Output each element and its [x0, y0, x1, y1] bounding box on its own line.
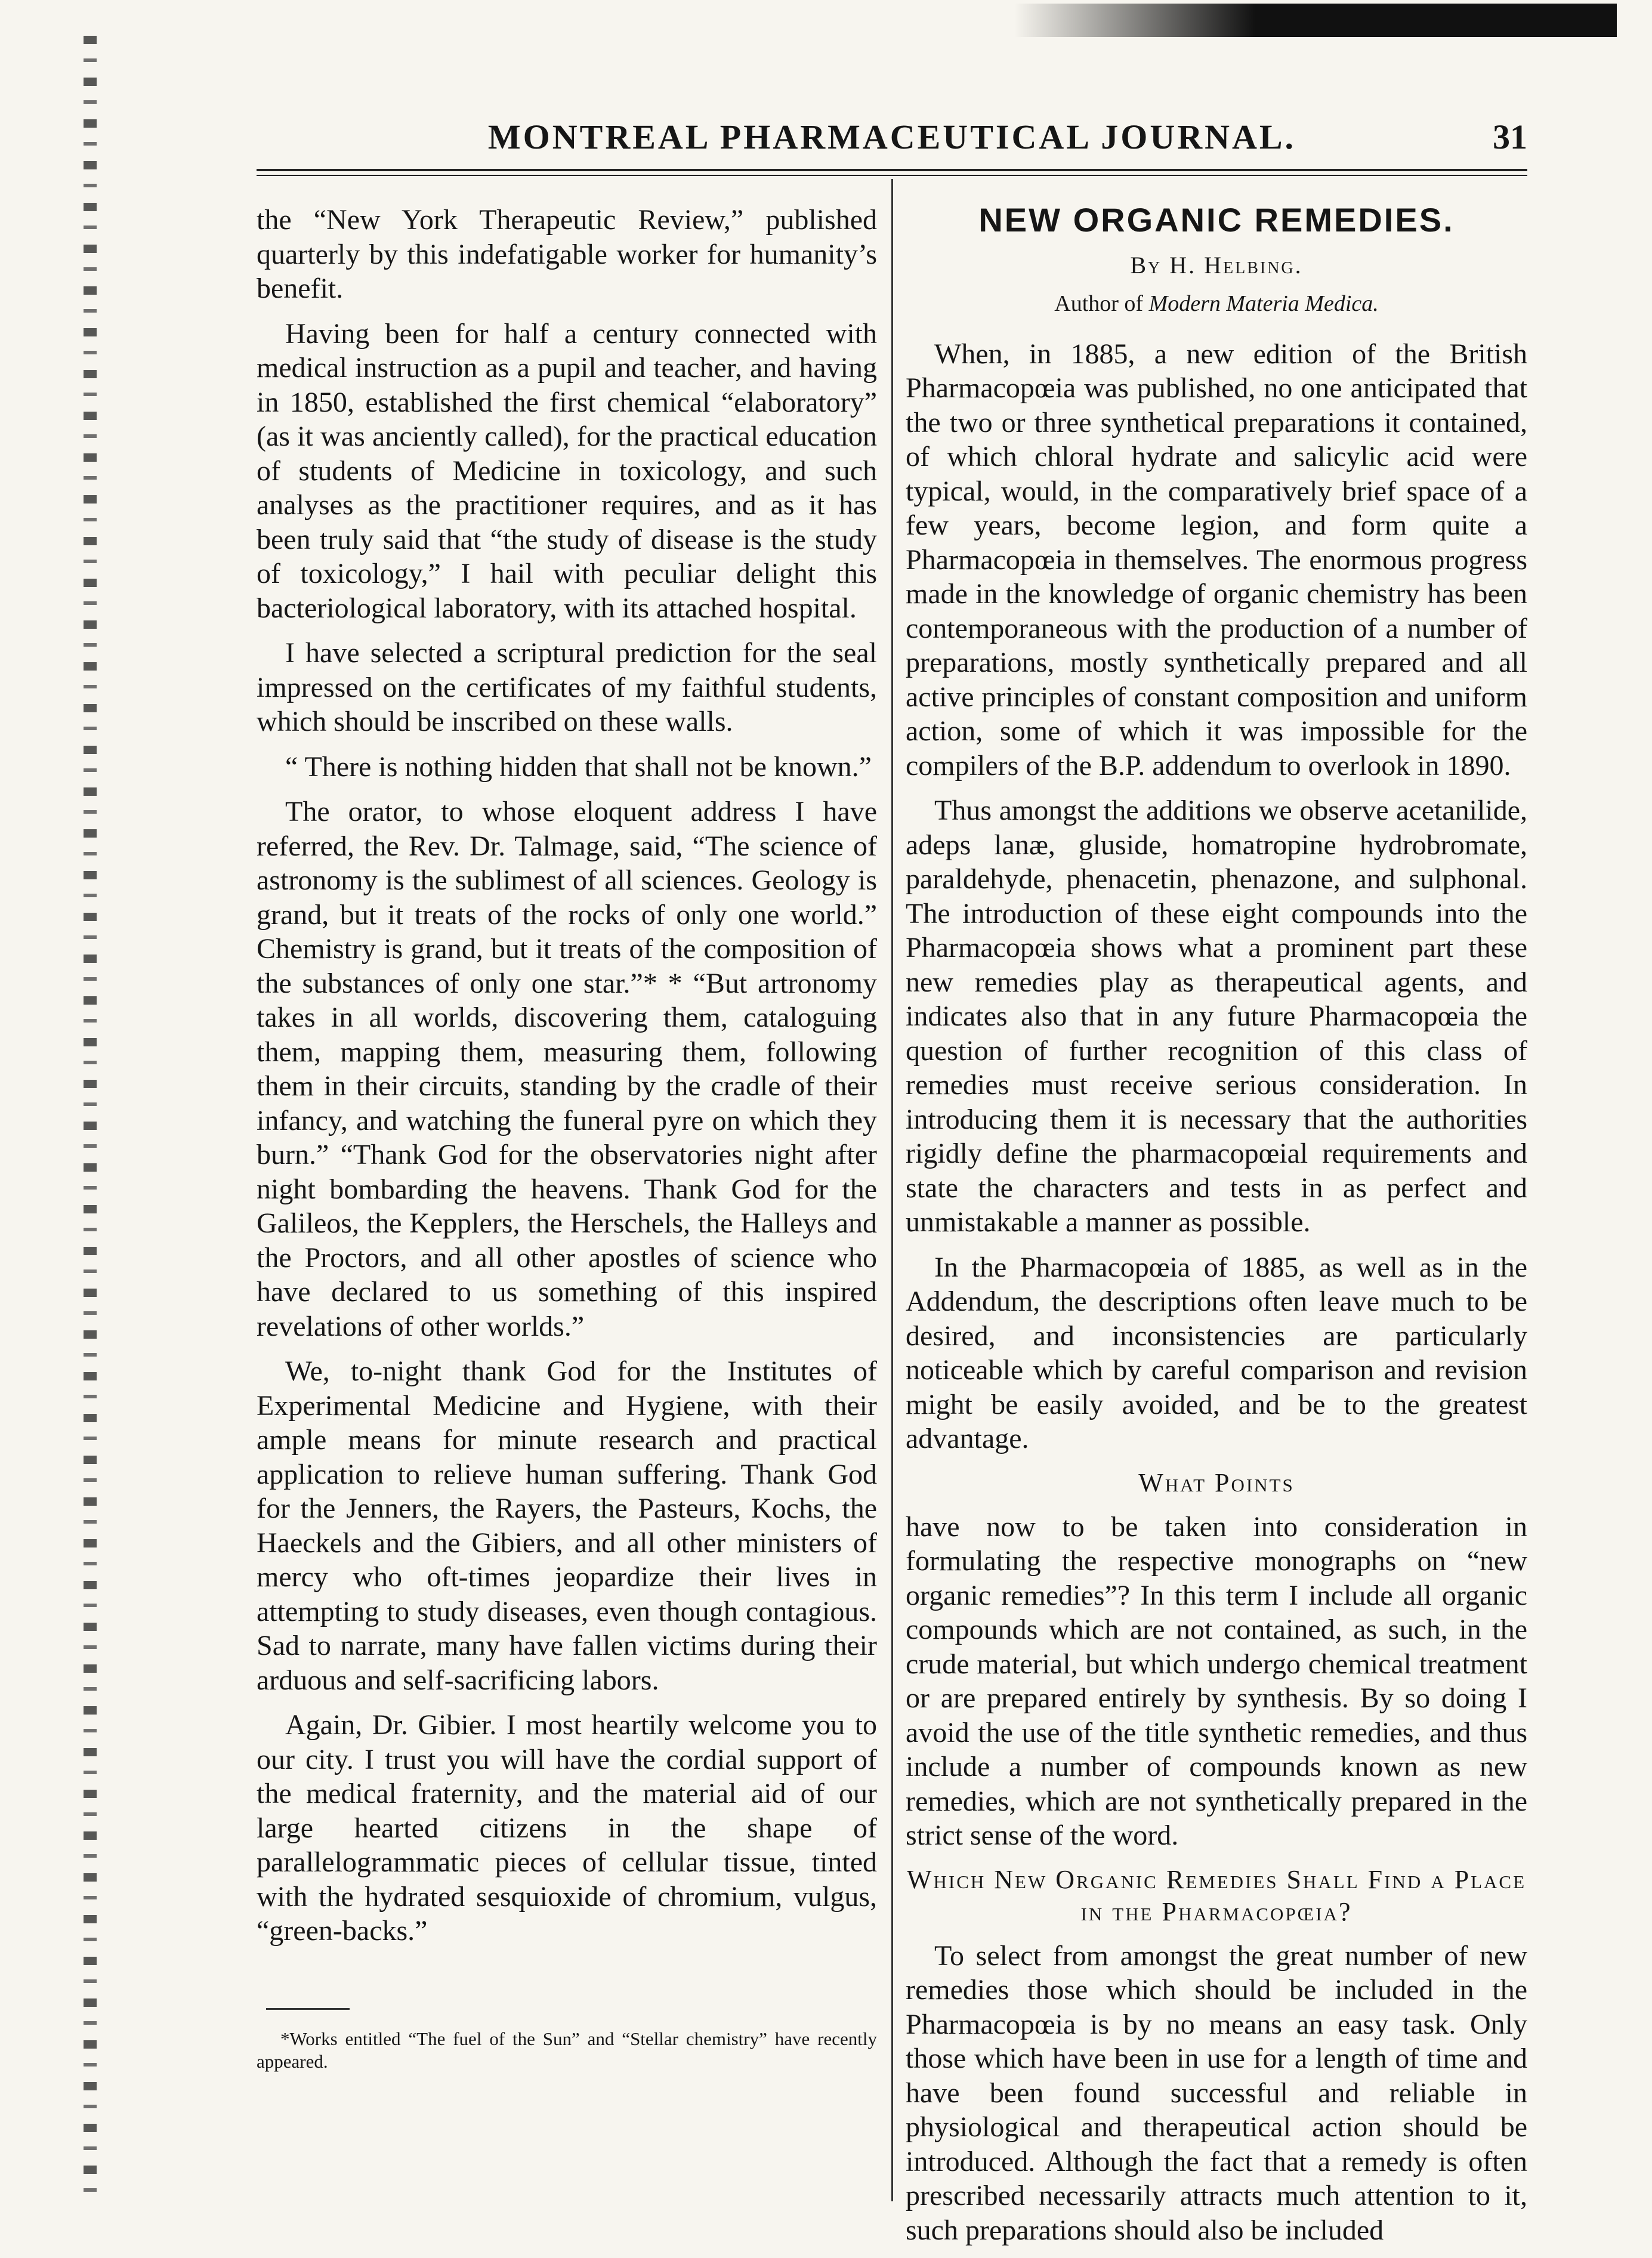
paragraph: “ There is nothing hidden that shall not be known.”	[285, 750, 872, 783]
paragraph: I have selected a scriptural prediction for the seal impressed on the certificates of my faithful students, which should be inscribed on these walls.	[257, 637, 877, 737]
affiliation-prefix: Author of	[1054, 291, 1144, 316]
page-number: 31	[1493, 118, 1527, 156]
column-divider	[891, 179, 893, 2201]
page-header	[257, 117, 1527, 165]
paragraph: Again, Dr. Gibier. I most heartily welcome you to our city. I trust you will have the cordial support of the medical fraternity, and the material aid of our large hearted citizens in the shape of parallelogrammatic pieces of cellular tissue, tinted with the hydrated sesquioxide of chromium, vulgus, “green-backs.”	[257, 1709, 877, 1947]
section-heading: What Points	[1138, 1468, 1295, 1497]
footnote-rule	[266, 2008, 350, 2010]
footnote: *Works entitled “The fuel of the Sun” and “Stellar chemistry” have recently appeared.	[257, 2028, 877, 2072]
paragraph: have now to be taken into consideration in formulating the respective monographs on “new organic remedies”? In this term I include all organic compounds which are not contained, as such, in the crude material, but which undergo chemical treatment or are prepared entirely by synthesis. By so doing I avoid the use of the title synthetic remedies, and thus include a number of compounds known as new remedies, which are not synthetically prepared in the strict sense of the word.	[906, 1511, 1527, 1851]
article-title: NEW ORGANIC REMEDIES.	[978, 201, 1455, 239]
header-rule	[257, 169, 1527, 171]
scan-edge-artifact	[1014, 4, 1617, 37]
header-rule-thin	[257, 175, 1527, 176]
paragraph: Having been for half a century connected with medical instruction as a pupil and teacher, and having in 1850, established the first chemical “elaboratory” (as it was anciently called), for the practical education of students of Medicine in toxicology, and such analyses as the practitioner requires, and as it has been truly said that “the study of disease is the study of toxicology,” I hail with peculiar delight this bacteriological laboratory, with its attached hospital.	[257, 317, 877, 624]
paragraph: The orator, to whose eloquent address I have referred, the Rev. Dr. Talmage, said, “The science of astronomy is the sublimest of all sciences. Geology is grand, but it treats of the rocks of only one world.” Chemistry is grand, but it treats of the composition of the substances of only one star.”* * “But artronomy takes in all worlds, discovering them, cataloguing them, mapping them, measuring them, following them in their circuits, standing by the cradle of their infancy, and watching the funeral pyre on which they burn.” “Thank God for the observatories night after night bombarding the heavens. Thank God for the Galileos, the Kepplers, the Herschels, the Halleys and the Proctors, and all other apostles of science who have declared to us something of this inspired revelations of other worlds.”	[257, 796, 877, 1342]
affiliation	[906, 287, 1527, 322]
section-heading: Which New Organic Remedies Shall Find a Place in the Pharmacopœia?	[906, 1864, 1527, 1926]
right-column	[906, 203, 1527, 2258]
journal-title: MONTREAL PHARMACEUTICAL JOURNAL.	[487, 118, 1296, 156]
paragraph: In the Pharmacopœia of 1885, as well as in the Addendum, the descriptions often leave much to be desired, and inconsistencies are particularly noticeable which by careful comparison and revision might be easily avoided, and be to the greatest advantage.	[906, 1251, 1527, 1454]
paragraph: When, in 1885, a new edition of the British Pharmacopœia was published, no one anticipated that the two or three synthetical preparations it contained, of which chloral hydrate and salicylic acid were typical, would, in the comparatively brief space of a few years, become legion, and form quite a Pharmacopœia in themselves. The enormous progress made in the knowledge of organic chemistry has been contemporaneous with the production of a number of preparations, mostly synthetically prepared and all active principles of constant composition and uniform action, some of which it was impossible for the compilers of the B.P. addendum to overlook in 1890.	[906, 338, 1527, 782]
paragraph: We, to-night thank God for the Institutes of Experimental Medicine and Hygiene, with their ample means for minute research and practical application to relieve human suffering. Thank God for the Jenners, the Rayers, the Pasteurs, Kochs, the Haeckels and the Gibiers, and all other ministers of mercy who oft-times jeopardize their lives in attempting to study diseases, even though contagious. Sad to narrate, many have fallen victims during their arduous and self-sacrificing labors.	[257, 1355, 877, 1696]
paragraph: the “New York Therapeutic Review,” published quarterly by this indefatigable worker for humanity’s benefit.	[257, 204, 877, 304]
paragraph: To select from amongst the great number of new remedies those which should be included in the Pharmacopœia is by no means an easy task. Only those which have been in use for a length of time and have been found successful and reliable in physiological and therapeutical action should be introduced. Although the fact that a remedy is often prescribed necessarily attracts much attention to it, such preparations should also be included	[906, 1939, 1527, 2246]
binding-edge	[84, 36, 97, 2195]
paragraph: Thus amongst the additions we observe acetanilide, adeps lanæ, gluside, homatropine hydrobromate, paraldehyde, phenacetin, phenazone, and sulphonal. The introduction of these eight compounds into the Pharmacopœia shows what a prominent part these new remedies play as therapeutical agents, and indicates also that in any future Pharmacopœia the question of further recognition of this class of remedies must receive serious consideration. In introducing them it is necessary that the authorities rigidly define the pharmacopœial requirements and state the characters and tests in as perfect and unmistakable a manner as possible.	[906, 795, 1527, 1238]
affiliation-work: Modern Materia Medica.	[1148, 291, 1379, 316]
left-column	[257, 203, 877, 2073]
byline: By H. Helbing.	[1130, 251, 1303, 279]
